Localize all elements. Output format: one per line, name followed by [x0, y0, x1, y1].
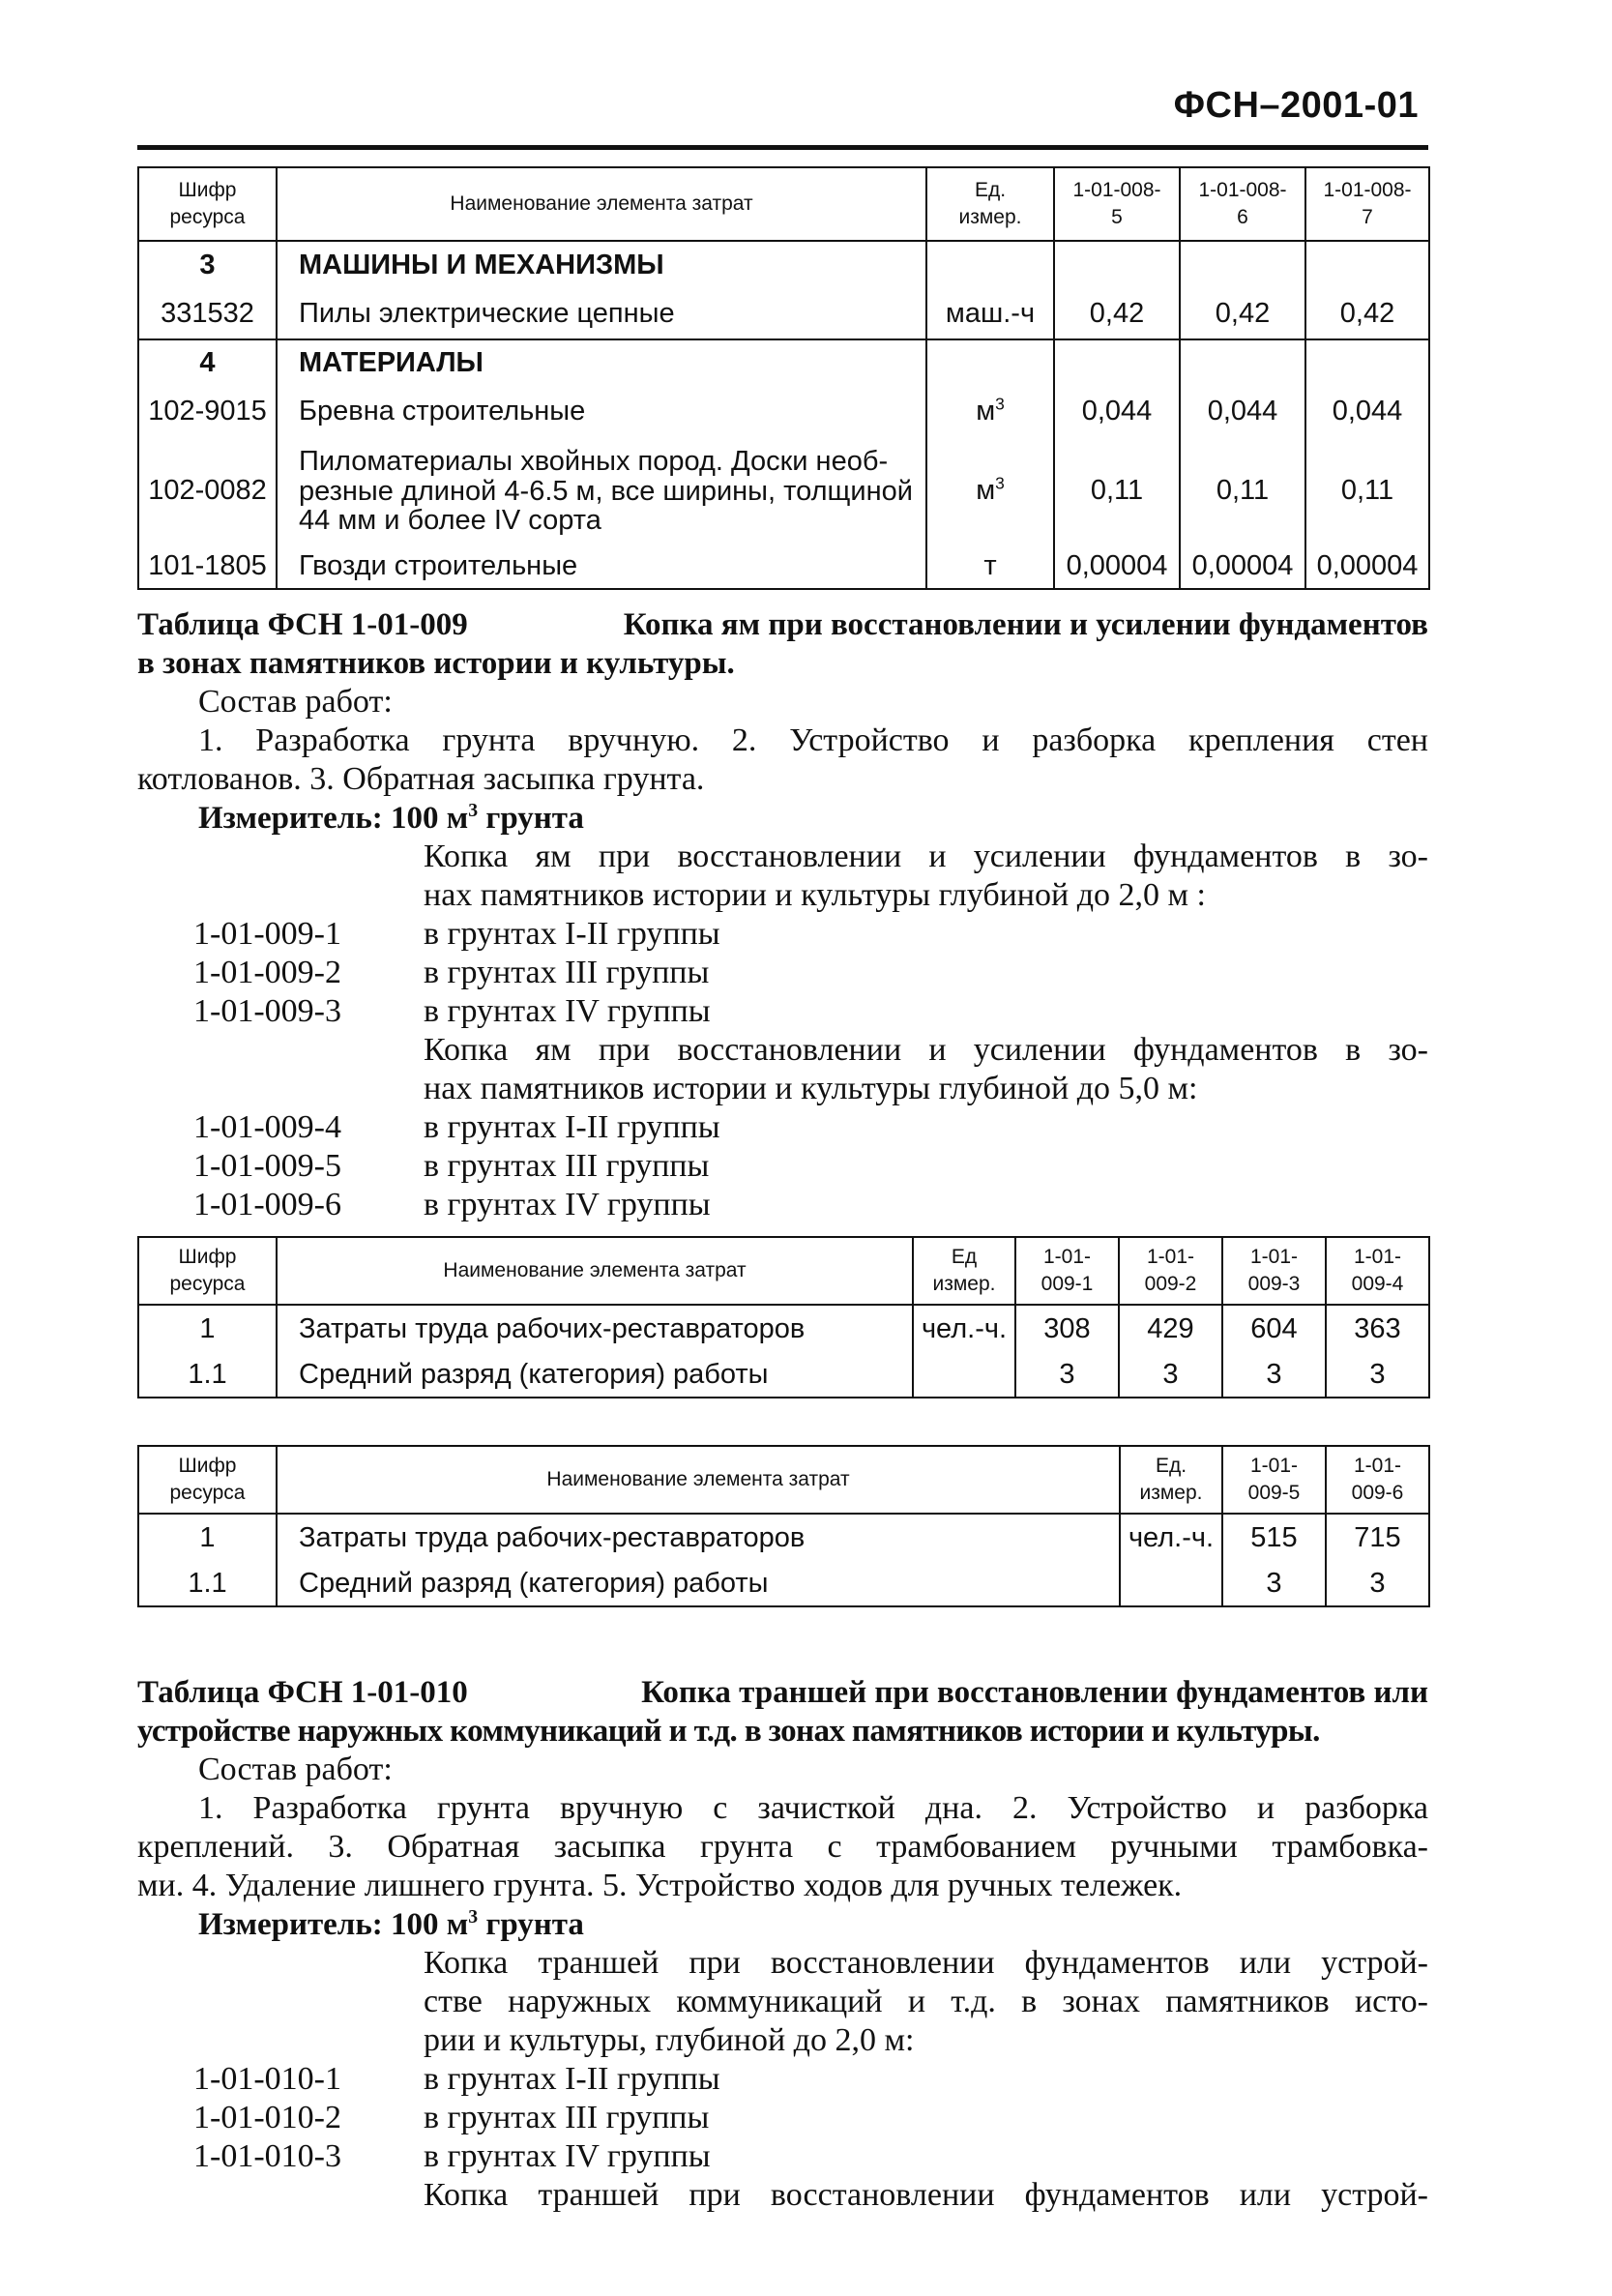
table-row: 1 Затраты труда рабочих-реставраторов чел.-ч. 308 429 604 363 [138, 1305, 1429, 1353]
unit-m3: $м^3$ [926, 438, 1054, 545]
header-cell: Шифр ресурса [138, 1237, 277, 1305]
header-cell: Наименование элемента затрат [277, 167, 926, 241]
group-description: Копка ям при восстановлении и усилении фундаментов в зо- [424, 1032, 1428, 1068]
item-text: в грунтах I-II группы [424, 916, 720, 952]
group-description: стве наружных коммуникаций и т.д. в зонах памятников исто- [424, 1984, 1428, 2019]
item-text: в грунтах I-II группы [424, 2061, 720, 2097]
resource-table-1-01-009-a [137, 1236, 1430, 1398]
header-cell: 1-01- 009-1 [1015, 1237, 1119, 1305]
table-row: 331532 Пилы электрические цепные маш.-ч 0,42 0,42 0,42 [138, 289, 1429, 339]
composition-text: 1. Разработка грунта вручную с зачисткой дна. 2. Устройство и разборка [198, 1790, 1428, 1826]
item-text: в грунтах IV группы [424, 1187, 711, 1222]
header-cell: 1-01- 009-2 [1119, 1237, 1222, 1305]
header-cell: Ед. измер. [926, 167, 1054, 241]
table-row: 1.1 Средний разряд (категория) работы 3 3 3 3 [138, 1353, 1429, 1398]
table-row: 102-0082 Пиломатериалы хвойных пород. Доски необ- резные длиной 4-6.5 м, все ширины, толщиной 44 мм и более IV сорта $м^3$ 0,11 0,11 0,11 [138, 438, 1429, 545]
header-cell: Ед. измер. [1120, 1446, 1222, 1514]
header-cell: Шифр ресурса [138, 1446, 277, 1514]
item-text: в грунтах IV группы [424, 2138, 711, 2174]
table-row: 4 МАТЕРИАЛЫ [138, 339, 1429, 386]
item-code: 1-01-009-3 [193, 993, 341, 1029]
page-header-code: ФСН–2001-01 [1173, 85, 1419, 126]
table-header-row [138, 1237, 1429, 1305]
item-code: 1-01-010-3 [193, 2138, 341, 2174]
composition-label: Состав работ: [198, 1751, 393, 1787]
group-description: Копка ям при восстановлении и усилении фундаментов в зо- [424, 839, 1428, 874]
composition-text: 1. Разработка грунта вручную. 2. Устройство и разборка крепления стен [198, 722, 1428, 758]
header-cell: 1-01- 009-5 [1222, 1446, 1326, 1514]
group-description: рии и культуры, глубиной до 2,0 м: [424, 2022, 915, 2058]
composition-text: котлованов. 3. Обратная засыпка грунта. [137, 761, 705, 797]
header-cell: 1-01-008- 6 [1180, 167, 1305, 241]
composition-text: креплений. 3. Обратная засыпка грунта с трамбованием ручными трамбовка- [137, 1829, 1428, 1865]
item-code: 1-01-009-2 [193, 955, 341, 990]
item-text: в грунтах IV группы [424, 993, 711, 1029]
header-cell: Шифр ресурса [138, 167, 277, 241]
header-cell: 1-01-008- 7 [1305, 167, 1429, 241]
item-code: 1-01-010-1 [193, 2061, 341, 2097]
composition-text: ми. 4. Удаление лишнего грунта. 5. Устройство ходов для ручных тележек. [137, 1868, 1183, 1903]
table-title-009: Таблица ФСН 1-01-009 Копка ям при восстановлении и усилении фундаментов в зонах памятников истории и культуры. [137, 607, 1428, 681]
group-description: Копка траншей при восстановлении фундаментов или устрой- [424, 2177, 1428, 2213]
item-code: 1-01-009-5 [193, 1148, 341, 1184]
table-row: 1 Затраты труда рабочих-реставраторов чел.-ч. 515 715 [138, 1514, 1429, 1562]
item-text: в грунтах I-II группы [424, 1109, 720, 1145]
unit-m3: $м^3$ [926, 386, 1054, 438]
header-cell: Ед измер. [913, 1237, 1015, 1305]
meter-label: Измеритель: 100 $м^3$ грунта [198, 800, 584, 836]
header-cell: 1-01- 009-4 [1326, 1237, 1429, 1305]
item-code: 1-01-009-1 [193, 916, 341, 952]
meter-label: Измеритель: 100 $м^3$ грунта [198, 1906, 584, 1942]
group-description: Копка траншей при восстановлении фундаментов или устрой- [424, 1945, 1428, 1981]
header-cell: Наименование элемента затрат [277, 1237, 913, 1305]
item-text: в грунтах III группы [424, 1148, 710, 1184]
group-description: нах памятников истории и культуры глубиной до 5,0 м: [424, 1071, 1198, 1106]
item-text: в грунтах III группы [424, 2100, 710, 2135]
item-code: 1-01-010-2 [193, 2100, 341, 2135]
table-row: 1.1 Средний разряд (категория) работы 3 3 [138, 1562, 1429, 1606]
header-cell: 1-01-008- 5 [1054, 167, 1180, 241]
item-text: в грунтах III группы [424, 955, 710, 990]
resource-table-1-01-009-b [137, 1445, 1430, 1607]
table-header-row [138, 167, 1429, 241]
header-cell: 1-01- 009-6 [1326, 1446, 1429, 1514]
table-header-row [138, 1446, 1429, 1514]
table-row: 102-9015 Бревна строительные $м^3$ 0,044 0,044 0,044 [138, 386, 1429, 438]
item-code: 1-01-009-4 [193, 1109, 341, 1145]
header-cell: Наименование элемента затрат [277, 1446, 1120, 1514]
table-row: 3 МАШИНЫ И МЕХАНИЗМЫ [138, 241, 1429, 289]
resource-table-1-01-008 [137, 166, 1430, 590]
group-description: нах памятников истории и культуры глубиной до 2,0 м : [424, 877, 1206, 913]
table-title-010: Таблица ФСН 1-01-010 Копка траншей при восстановлении фундаментов или устройстве наружных коммуникаций и т.д. в зонах памятников истории и культуры. [137, 1675, 1428, 1749]
table-row: 101-1805 Гвозди строительные т 0,00004 0,00004 0,00004 [138, 545, 1429, 589]
header-cell: 1-01- 009-3 [1222, 1237, 1326, 1305]
composition-label: Состав работ: [198, 684, 393, 720]
header-rule [137, 145, 1428, 150]
item-code: 1-01-009-6 [193, 1187, 341, 1222]
